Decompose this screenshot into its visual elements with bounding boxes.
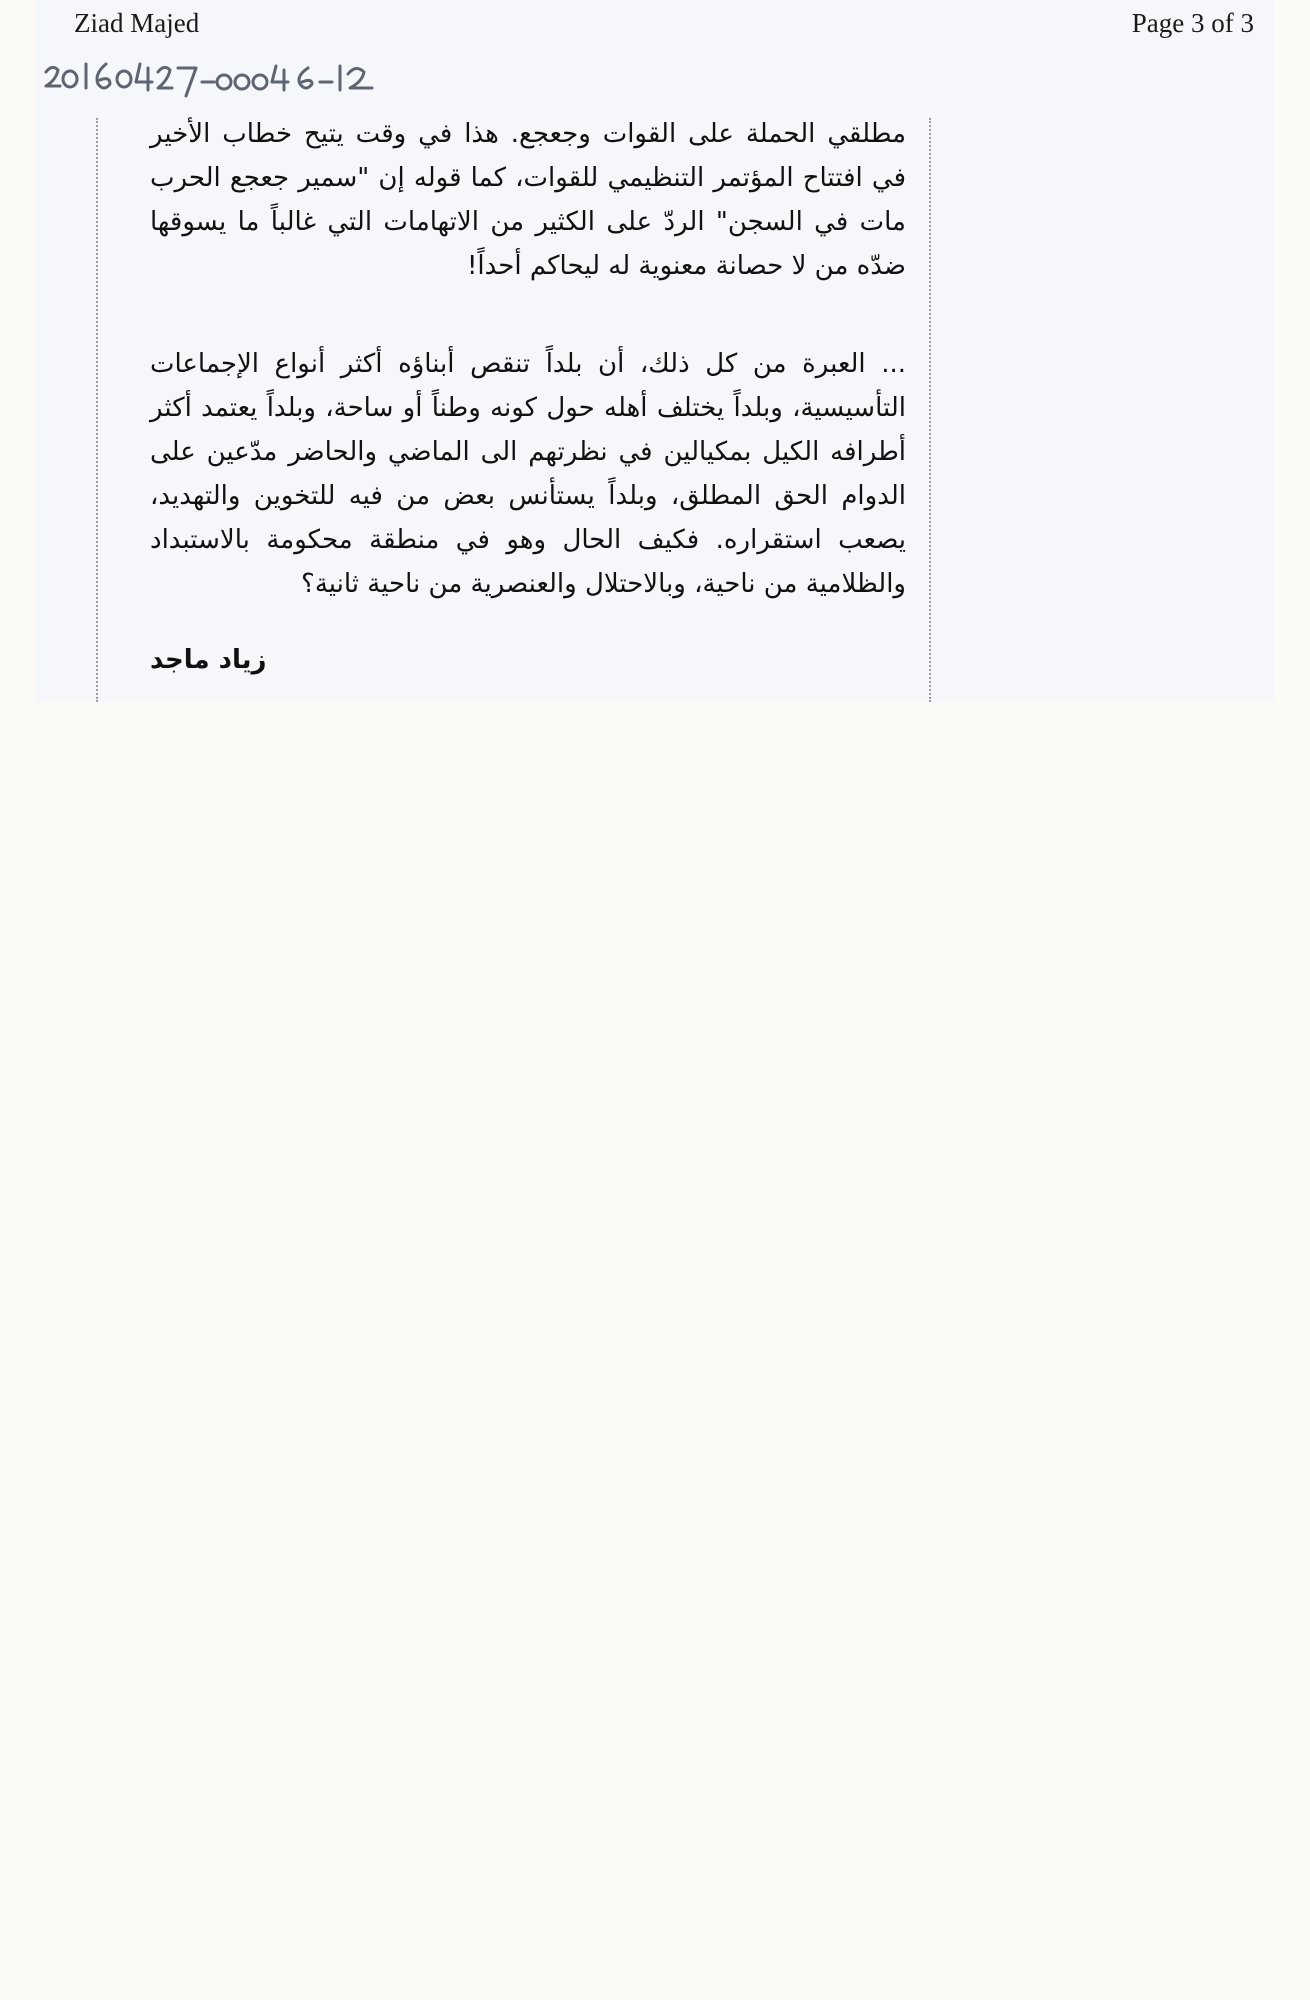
article-paragraph: مطلقي الحملة على القوات وجعجع. هذا في وقت يتيح خطاب الأخير في افتتاح المؤتمر التنظيمي للقوات، كما قوله إن "سمير جعجع الحرب مات في السجن" الردّ على الكثير من الاتهامات التي غالباً ما يسوقها ضدّه من لا حصانة معنوية له ليحاكم أحداً!	[150, 119, 906, 281]
author-header: Ziad Majed	[74, 8, 200, 38]
article-body	[150, 112, 906, 606]
page-number: Page 3 of 3	[1131, 8, 1254, 38]
left-column-rule	[96, 118, 98, 702]
author-signature: زياد ماجد	[150, 645, 267, 675]
right-column-rule	[929, 118, 931, 702]
handwritten-id-annotation	[40, 52, 440, 102]
article-paragraph: ... العبرة من كل ذلك، أن بلداً تنقص أبناؤه أكثر أنواع الإجماعات التأسيسية، وبلداً يختلف أهله حول كونه وطناً أو ساحة، وبلداً يعتمد أكثر أطرافه الكيل بمكيالين في نظرتهم الى الماضي والحاضر مدّعين على الدوام الحق المطلق، وبلداً يستأنس بعض من فيه للتخوين والتهديد، يصعب استقراره. فكيف الحال وهو في منطقة محكومة بالاستبداد والظلامية من ناحية، وبالاحتلال والعنصرية من ناحية ثانية؟	[150, 349, 906, 599]
